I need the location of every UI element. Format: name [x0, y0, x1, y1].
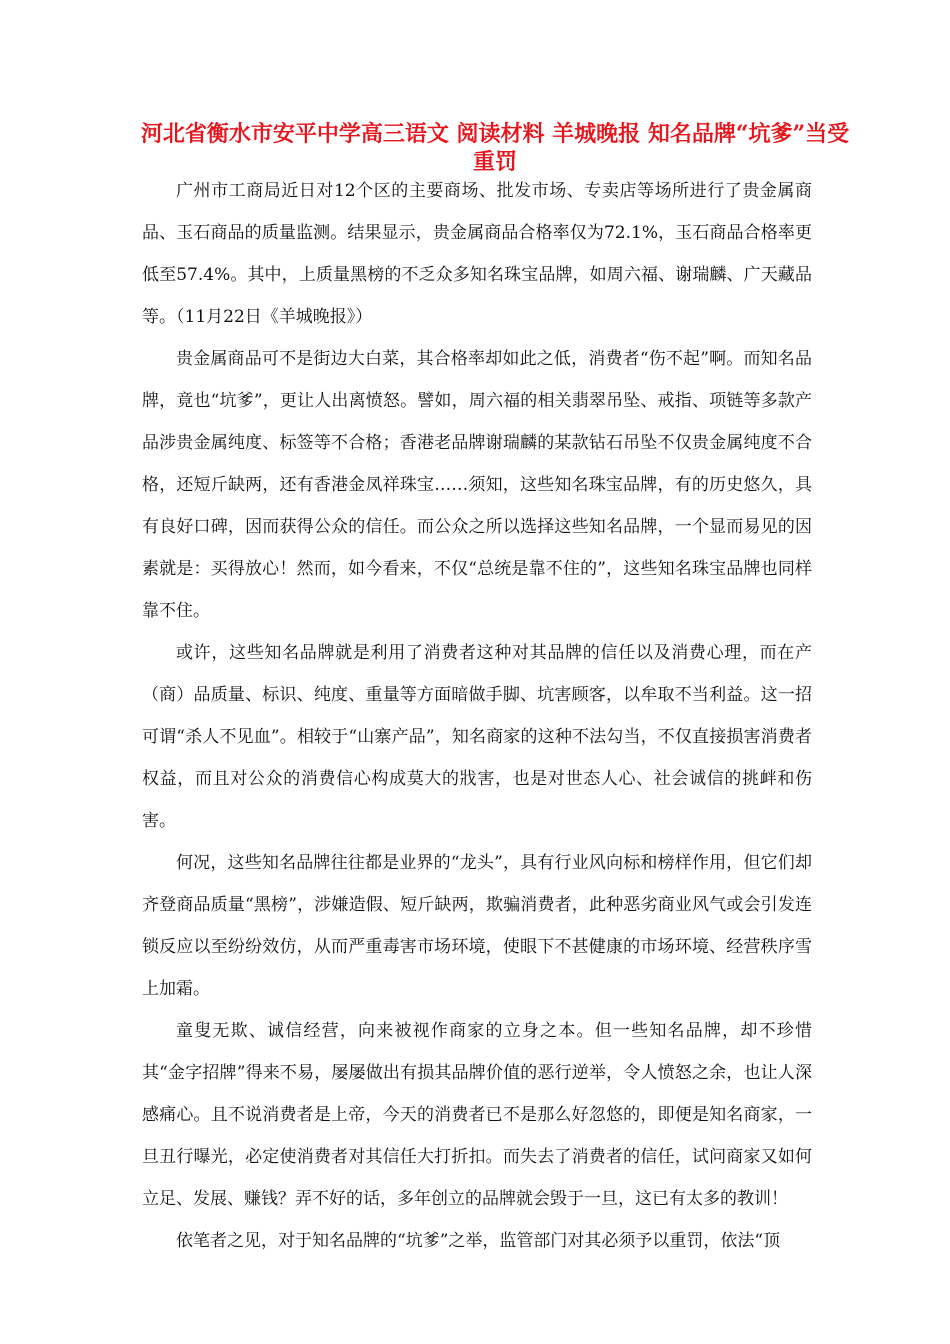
- paragraph-6: 依笔者之见，对于知名品牌的“坑爹”之举，监管部门对其必须予以重罚，依法“顶: [176, 1231, 781, 1251]
- document-body: [142, 170, 812, 1262]
- paragraph-4: 何况，这些知名品牌往往都是业界的“龙头”，具有行业风向标和榜样作用，但它们却齐登商品质量“黑榜”，涉嫌造假、短斤缺两，欺骗消费者，此种恶劣商业风气或会引发连锁反应以至纷纷效仿，从而严重毒害市场环境，使眼下不甚健康的市场环境、经营秩序雪上加霜。: [142, 853, 812, 999]
- paragraph-2: 贵金属商品可不是街边大白菜，其合格率却如此之低，消费者“伤不起”啊。而知名品牌，竟也“坑爹”，更让人出离愤怒。譬如，周六福的相关翡翠吊坠、戒指、项链等多款产品涉贵金属纯度、标签等不合格；香港老品牌谢瑞麟的某款钻石吊坠不仅贵金属纯度不合格，还短斤缺两，还有香港金凤祥珠宝……须知，这些知名珠宝品牌，有的历史悠久，具有良好口碑，因而获得公众的信任。而公众之所以选择这些知名品牌，一个显而易见的因素就是：买得放心！然而，如今看来，不仅“总统是靠不住的”，这些知名珠宝品牌也同样靠不住。: [142, 349, 812, 621]
- document-title: 河北省衡水市安平中学高三语文 阅读材料 羊城晚报 知名品牌“坑爹”当受重罚: [140, 121, 850, 175]
- paragraph-3: 或许，这些知名品牌就是利用了消费者这种对其品牌的信任以及消费心理，而在产（商）品质量、标识、纯度、重量等方面暗做手脚、坑害顾客，以牟取不当利益。这一招可谓“杀人不见血”。相较于“山寨产品”，知名商家的这种不法勾当，不仅直接损害消费者权益，而且对公众的消费信心构成莫大的戕害，也是对世态人心、社会诚信的挑衅和伤害。: [142, 643, 812, 831]
- paragraph-1: 广州市工商局近日对12个区的主要商场、批发市场、专卖店等场所进行了贵金属商品、玉石商品的质量监测。结果显示，贵金属商品合格率仅为72.1%，玉石商品合格率更低至57.4%。其中，上质量黑榜的不乏众多知名珠宝品牌，如周六福、谢瑞麟、广天藏品等。（11月22日《羊城晚报》）: [142, 181, 812, 327]
- paragraph-5: 童叟无欺、诚信经营，向来被视作商家的立身之本。但一些知名品牌，却不珍惜其“金字招牌”得来不易，屡屡做出有损其品牌价值的恶行逆举，令人愤怒之余，也让人深感痛心。且不说消费者是上帝，今天的消费者已不是那么好忽悠的，即便是知名商家，一旦丑行曝光，必定使消费者对其信任大打折扣。而失去了消费者的信任，试问商家又如何立足、发展、赚钱？弄不好的话，多年创立的品牌就会毁于一旦，这已有太多的教训！: [142, 1021, 812, 1209]
